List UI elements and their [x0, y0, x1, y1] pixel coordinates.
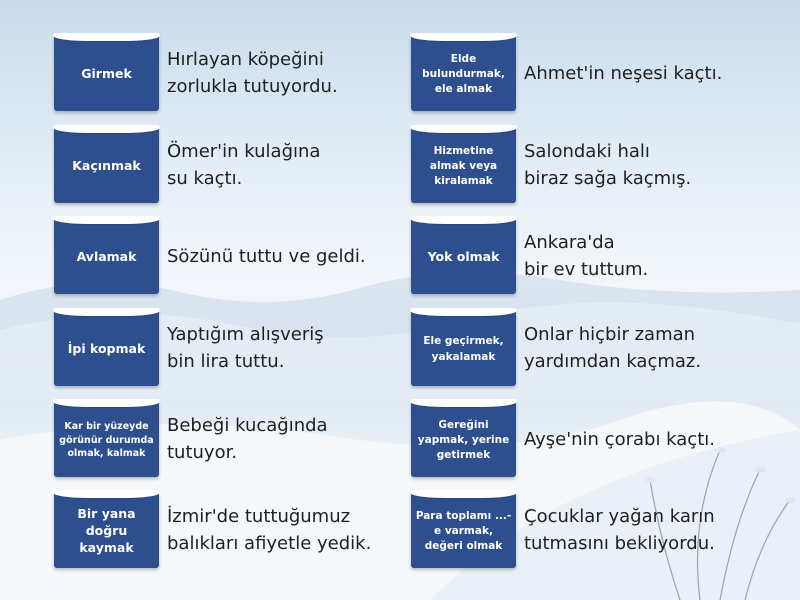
example-sentence: Ayşe'nin çorabı kaçtı.: [524, 428, 715, 450]
example-sentence: İzmir'de tuttuğumuz balıkları afiyetle yedik.: [167, 506, 372, 554]
definition-tile[interactable]: Bir yana doğru kaymak: [54, 492, 159, 568]
match-row: [0, 127, 800, 203]
match-row: [0, 218, 800, 294]
match-row: [0, 35, 800, 111]
example-sentence: Ömer'in kulağına su kaçtı.: [167, 141, 321, 189]
definition-tile[interactable]: Kaçınmak: [54, 127, 159, 203]
example-sentence: Sözünü tuttu ve geldi.: [167, 245, 366, 267]
example-sentence: Hırlayan köpeğini zorlukla tutuyordu.: [167, 49, 338, 97]
match-row: [0, 310, 800, 386]
match-row: [0, 401, 800, 477]
example-sentence: Salondaki halı biraz sağa kaçmış.: [524, 141, 692, 189]
definition-tile[interactable]: Elde bulundurmak, ele almak: [411, 35, 516, 111]
example-sentence: Yaptığım alışveriş bin lira tuttu.: [167, 324, 324, 372]
definition-tile[interactable]: Hizmetine almak veya kiralamak: [411, 127, 516, 203]
definition-tile[interactable]: Yok olmak: [411, 218, 516, 294]
example-sentence: Ankara'da bir ev tuttum.: [524, 232, 649, 280]
definition-tile[interactable]: Avlamak: [54, 218, 159, 294]
example-sentence: Çocuklar yağan karın tutmasını bekliyordu.: [524, 506, 715, 554]
definition-tile[interactable]: Ele geçirmek, yakalamak: [411, 310, 516, 386]
definition-tile[interactable]: Gereğini yapmak, yerine getirmek: [411, 401, 516, 477]
match-row: [0, 492, 800, 568]
example-sentence: Bebeği kucağında tutuyor.: [167, 415, 328, 463]
example-sentence: Ahmet'in neşesi kaçtı.: [524, 62, 723, 84]
definition-tile[interactable]: Girmek: [54, 35, 159, 111]
definition-tile[interactable]: İpi kopmak: [54, 310, 159, 386]
example-sentence: Onlar hiçbir zaman yardımdan kaçmaz.: [524, 324, 702, 372]
definition-tile[interactable]: Para toplamı ...-e varmak, değeri olmak: [411, 492, 516, 568]
definition-tile[interactable]: Kar bir yüzeyde görünür durumda olmak, kalmak: [54, 401, 159, 477]
